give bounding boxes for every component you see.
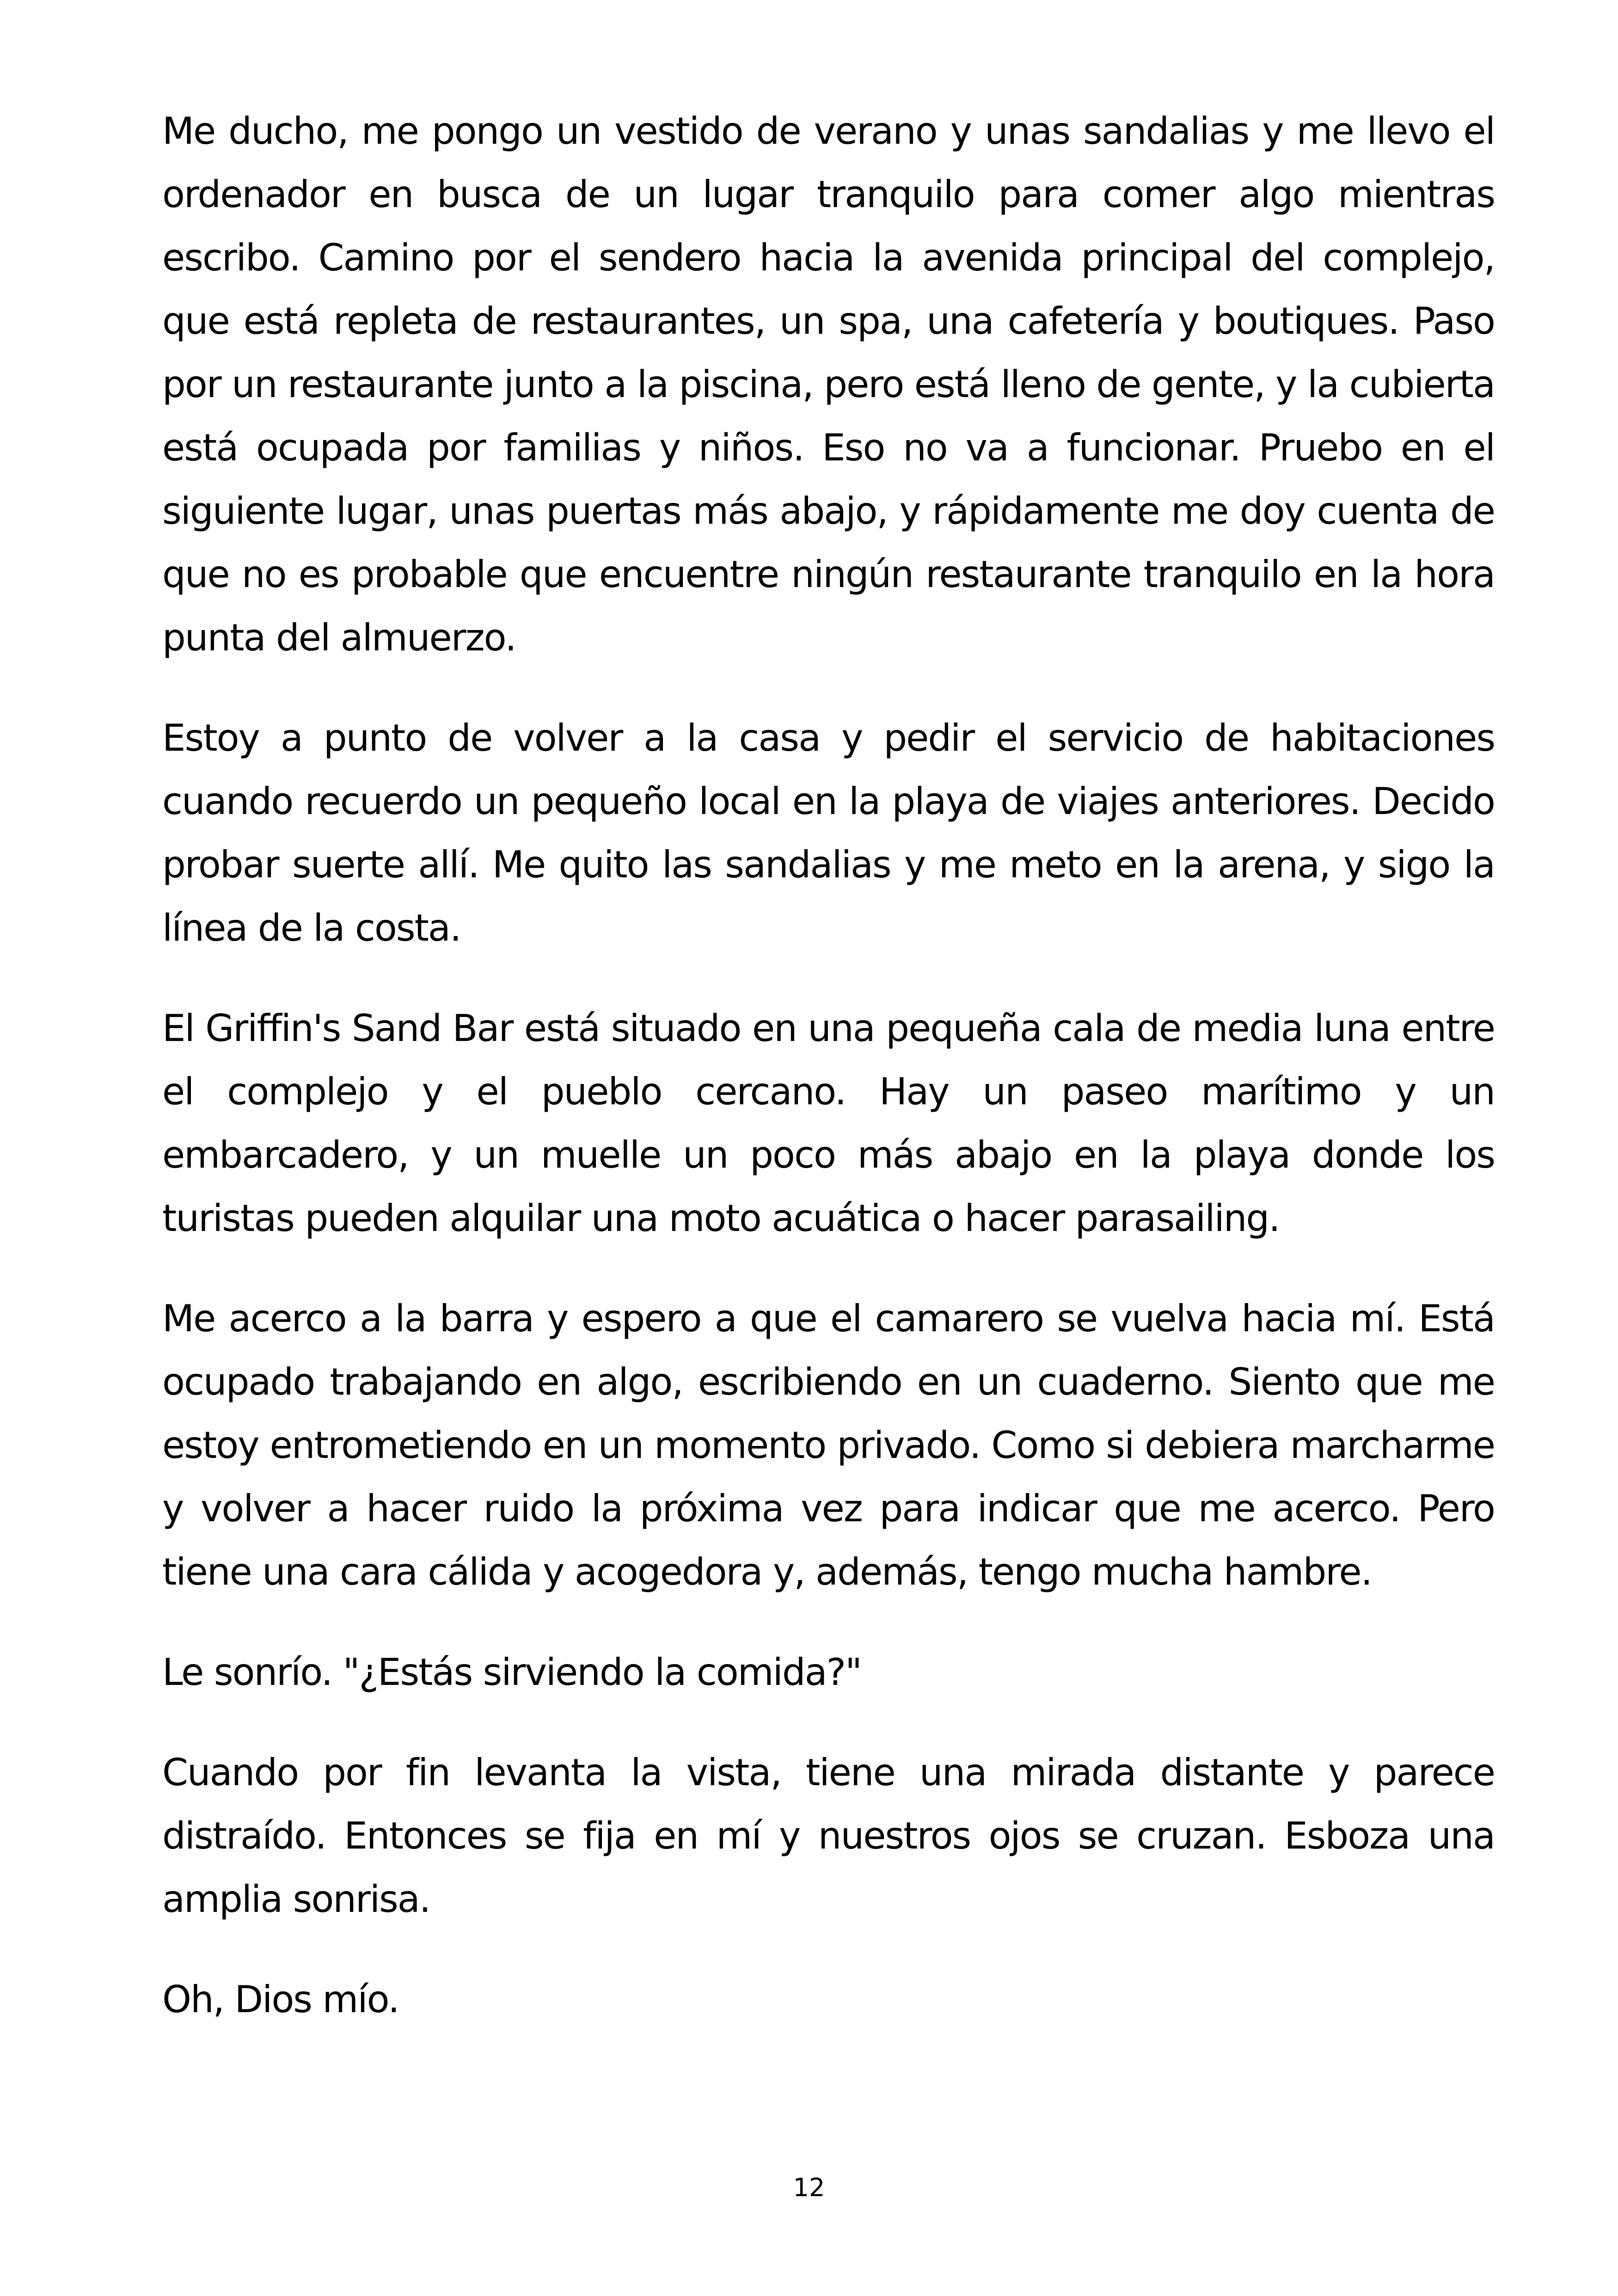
- paragraph: Cuando por fin levanta la vista, tiene una mirada distante y parece distraído. Entonces se fija en mí y nuestros ojos se cruzan. Esboza una amplia sonrisa.: [162, 1751, 1495, 1921]
- paragraph: Estoy a punto de volver a la casa y pedir el servicio de habitaciones cuando recuerdo un pequeño local en la playa de viajes anteriores. Decido probar suerte allí. Me quito las sandalias y me meto en la arena, y sigo la línea de la costa.: [162, 716, 1495, 949]
- paragraph: Oh, Dios mío.: [162, 1978, 399, 2021]
- paragraph: Le sonrío. "¿Estás sirviendo la comida?": [162, 1651, 861, 1694]
- page-number: 12: [793, 2173, 825, 2202]
- body-text: [162, 99, 1495, 2068]
- paragraph: Me acerco a la barra y espero a que el camarero se vuelva hacia mí. Está ocupado trabajando en algo, escribiendo en un cuaderno. Siento que me estoy entrometiendo en un momento privado. Como si debiera marcharme y volver a hacer ruido la próxima vez para indicar que me acerco. Pero tiene una cara cálida y acogedora y, además, tengo mucha hambre.: [162, 1297, 1495, 1593]
- paragraph: El Griffin's Sand Bar está situado en una pequeña cala de media luna entre el complejo y el pueblo cercano. Hay un paseo marítimo y un embarcadero, y un muelle un poco más abajo en la playa donde los turistas pueden alquilar una moto acuática o hacer parasailing.: [162, 1007, 1495, 1240]
- paragraph: Me ducho, me pongo un vestido de verano y unas sandalias y me llevo el ordenador en busca de un lugar tranquilo para comer algo mientras escribo. Camino por el sendero hacia la avenida principal del complejo, que está repleta de restaurantes, un spa, una cafetería y boutiques. Paso por un restaurante junto a la piscina, pero está lleno de gente, y la cubierta está ocupada por familias y niños. Eso no va a funcionar. Pruebo en el siguiente lugar, unas puertas más abajo, y rápidamente me doy cuenta de que no es probable que encuentre ningún restaurante tranquilo en la hora punta del almuerzo.: [162, 110, 1495, 659]
